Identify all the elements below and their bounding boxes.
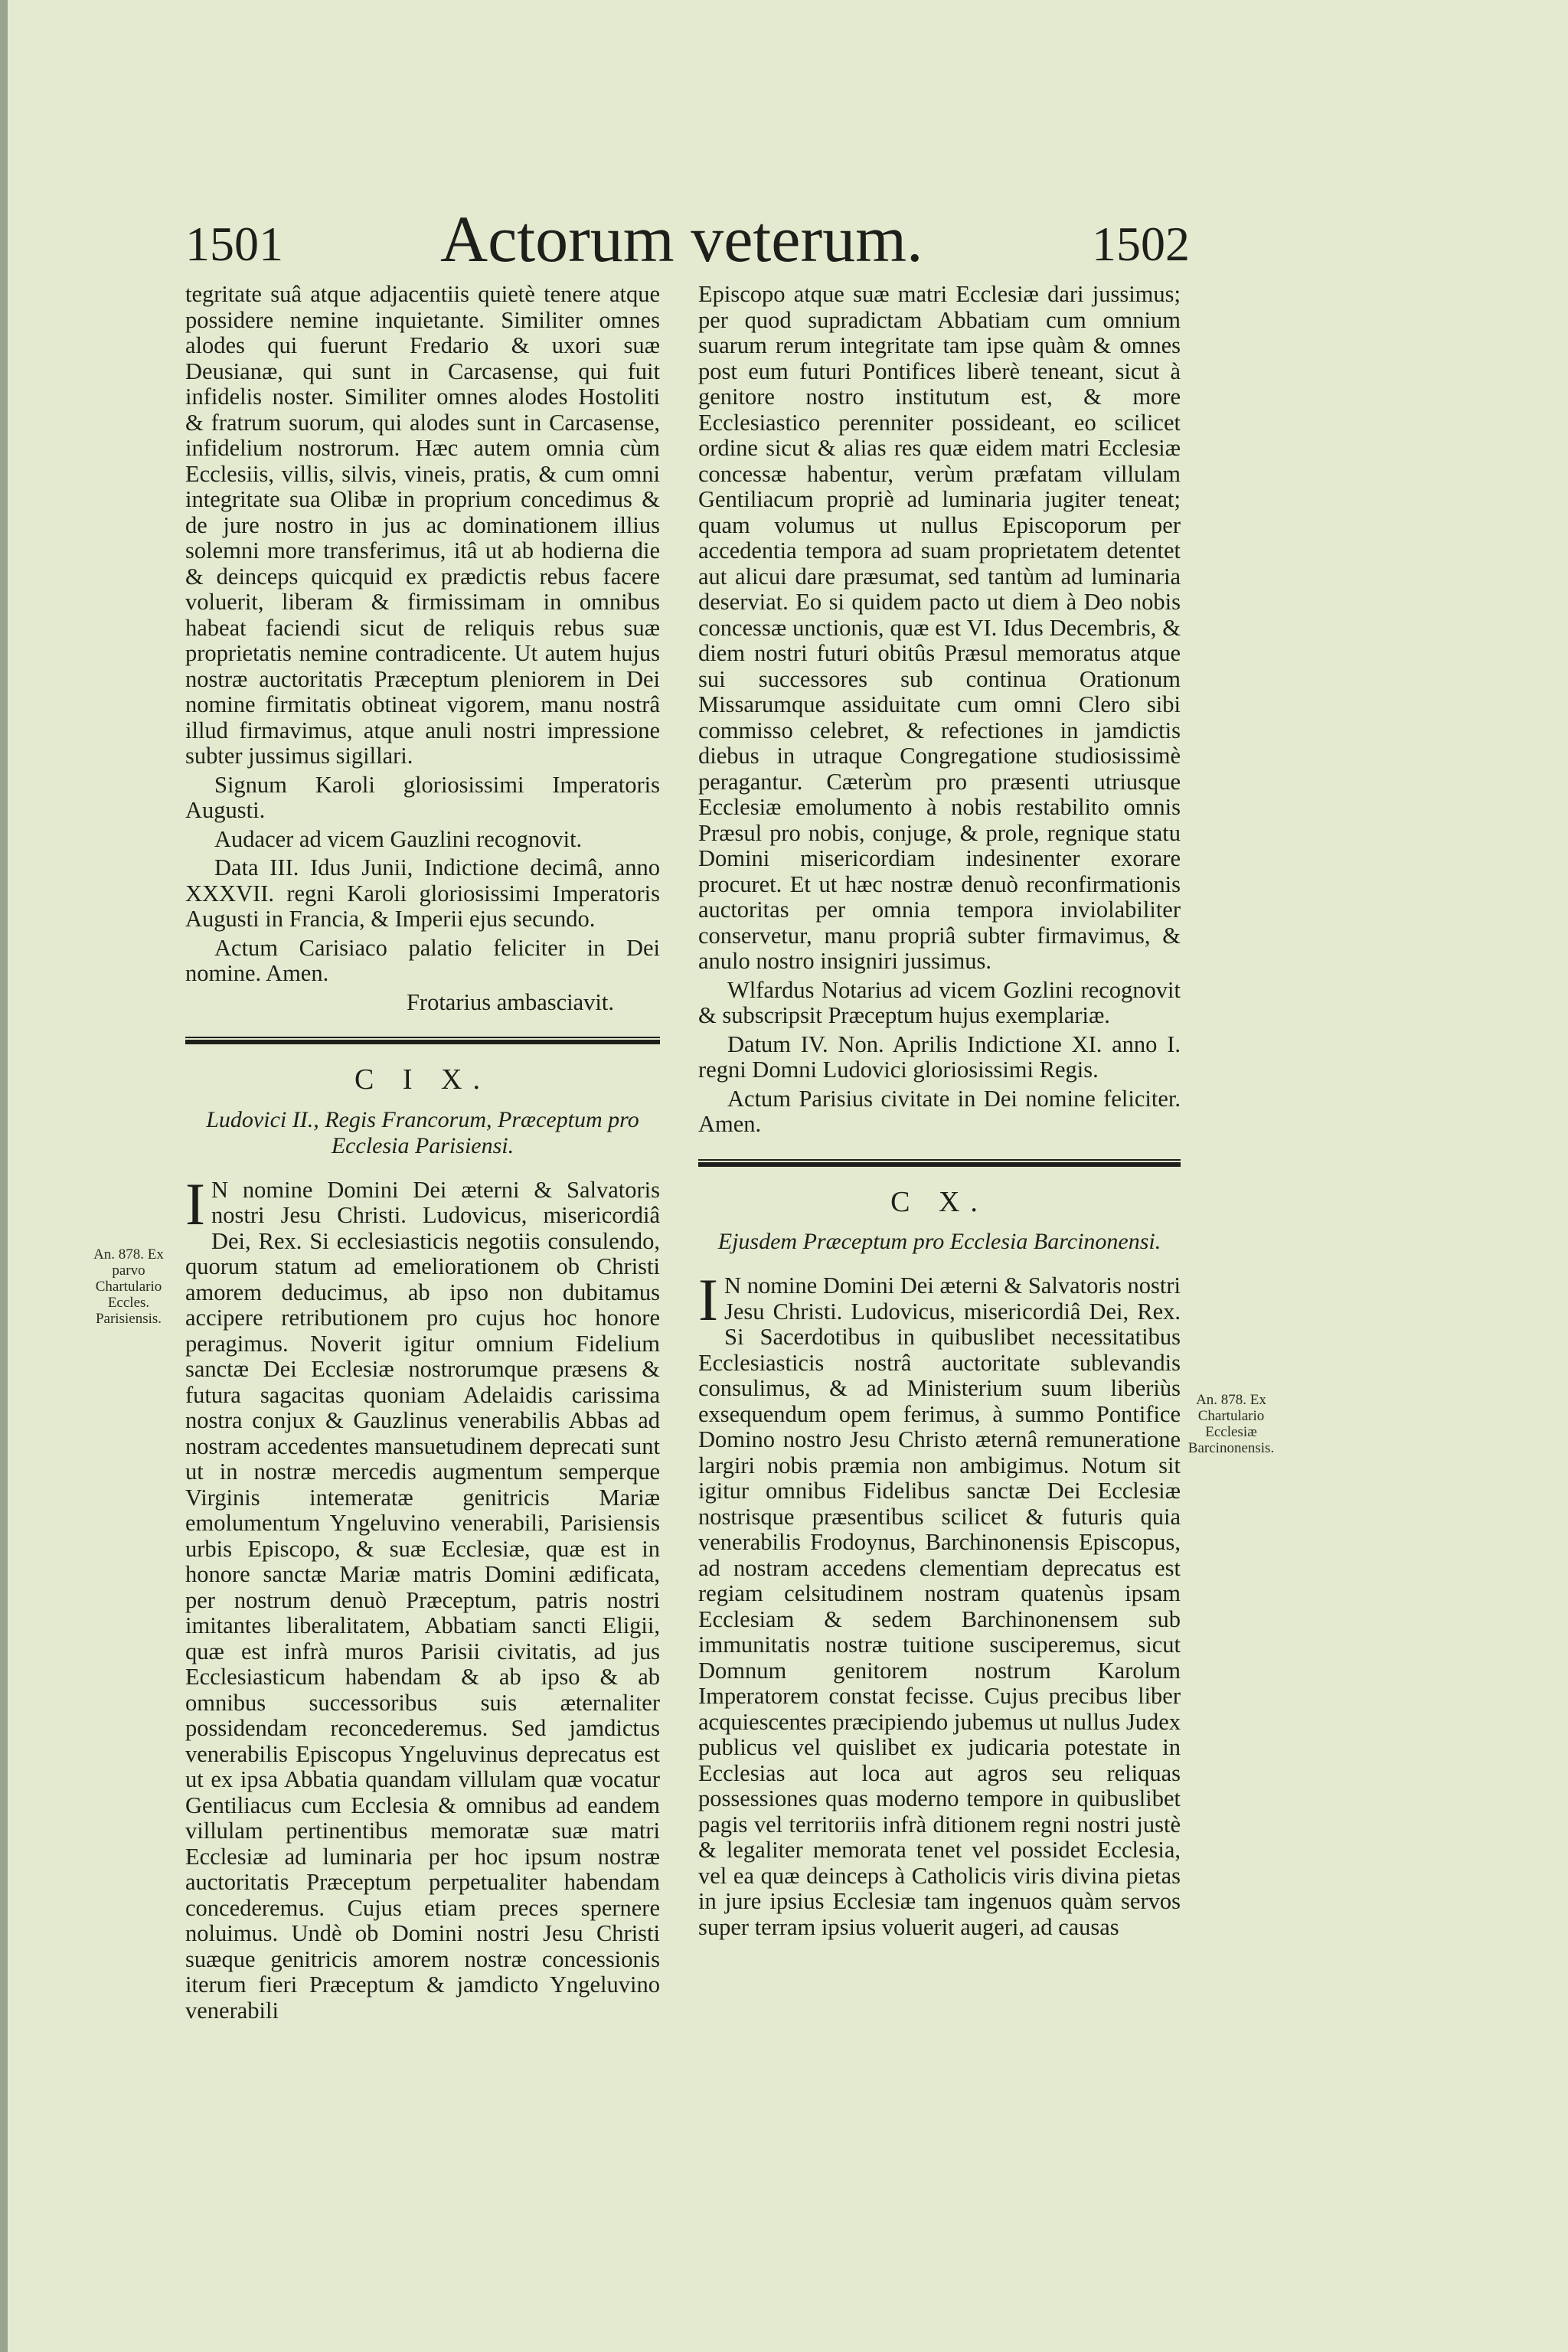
running-header: [0, 201, 1568, 285]
actum-line: Actum Parisius civitate in Dei nomine feliciter. Amen.: [698, 1085, 1181, 1137]
page-number-left: 1501: [185, 217, 283, 271]
margin-note-left: An. 878. Ex parvo Chartulario Eccles. Parisiensis.: [93, 1246, 164, 1327]
ambasciavit-line: Frotarius ambasciavit.: [406, 988, 614, 1015]
recognition-line: Audacer ad vicem Gauzlini recognovit.: [214, 825, 583, 852]
chapter-title: Ludovici II., Regis Francorum, Præceptum pro Ecclesia Parisiensi.: [206, 1106, 639, 1158]
section-separator: [698, 1159, 1181, 1170]
chapter-body: [185, 1170, 660, 2024]
page-number-right: 1502: [1092, 217, 1190, 271]
date-line: Data III. Idus Junii, Indictione decimâ, anno XXXVII. regni Karoli gloriosissimi Imperatoris Augusti in Francia, & Imperii ejus secundo.: [185, 854, 660, 932]
running-title: Actorum veterum.: [440, 202, 923, 276]
notary-line: Wlfardus Notarius ad vicem Gozlini recognovit & subscripsit Præceptum hujus exemplariæ.: [698, 976, 1181, 1028]
chapter-text: N nomine Domini Dei æterni & Salvatoris nostri Jesu Christi. Ludovicus, misericordiâ Dei, Rex. Si Sacerdotibus in quibuslibet necessitatibus Ecclesiasticis nostrâ auctoritate sublevandis consulimus, & ad Ministerium suum liberiùs exsequendum opem ferimus, à summo Pontifice Domino nostro Jesu Christo æternâ remuneratione largiri nobis præmia non ambigimus. Notum sit igitur omnibus Fidelibus sanctæ Dei Ecclesiæ nostrisque præsentibus scilicet & futuris quia venerabilis Frodoynus, Barchinonensis Episcopus, ad nostram accedens clementiam deprecatus est regiam celsitudinem nostram quatenùs ipsam Ecclesiam & sedem Barchinonensem sub immunitatis nostræ tuitione susciperemus, sicut Domnum genitorem nostrum Karolum Imperatorem constat fecisse. Cujus precibus liber acquiescentes præcipiendo jubemus ut nullus Judex publicus vel quislibet ex judicaria potestate in Ecclesias aut loca aut agros seu reliquas possessiones quas moderno tempore in quibuslibet pagis vel territoriis infrà ditionem regni nostri justè & legaliter memorata tenet vel possidet Ecclesia, vel ea quæ deinceps à Catholicis viris divina pietas in jure ipsius Ecclesiæ tam ingenuos quàm servos super terram ipsius voluerit augeri, ad causas: [698, 1272, 1181, 1940]
drop-cap: I: [185, 1170, 205, 1237]
chapter-body: [698, 1266, 1181, 1940]
paragraph: Episcopo atque suæ matri Ecclesiæ dari jussimus; per quod supradictam Abbatiam cum omnium suarum rerum integritate tam ipse quàm & omnes post eum futuri Pontifices liberè teneant, sicut à genitore nostro institutum est, & more Ecclesiastico perenniter possideant, eo scilicet ordine sicut & alias res quæ eidem matri Ecclesiæ concessæ habentur, verùm præfatam villulam Gentiliacum propriè ad luminaria jugiter teneat; quam volumus ut nullus Episcoporum per accedentia tempora ad suam proprietatem detentet aut alicui dare præsumat, sed tantùm ad luminaria deserviat. Eo si quidem pacto ut diem à Deo nobis concessæ unctionis, quæ est VI. Idus Decembris, & diem nostri futuri obitûs Præsul memoratus atque sui successores sub continua Orationum Missarumque assiduitate cum omni Clero sibi commisso celebret, & refectiones in jamdictis diebus in utraque Congregatione studiosissimè peragantur. Cæterùm pro præsenti utriusque Ecclesiæ emolumento à nobis restabilito omnis Præsul pro nobis, conjuge, & prole, regnique statu Domini misericordiam indesinenter exorare procuret. Et ut hæc nostræ denuò reconfirmationis auctoritas per omnia tempora inviolabiliter conservetur, manu propriâ subter firmavimus, & anulo nostro insigniri jussimus.: [698, 281, 1181, 974]
section-separator: [185, 1037, 660, 1047]
margin-note-right: An. 878. Ex Chartulario Ecclesiæ Barcinonensis.: [1187, 1392, 1275, 1456]
chapter-number: C X.: [890, 1185, 988, 1218]
chapter-number: C I X.: [354, 1063, 491, 1096]
signum-line: Signum Karoli gloriosissimi Imperatoris Augusti.: [185, 771, 660, 823]
right-column: [698, 282, 1181, 1940]
chapter-text: N nomine Domini Dei æterni & Salvatoris nostri Jesu Christi. Ludovicus, misericordiâ Dei, Rex. Si ecclesiasticis negotiis consulendo, quorum statum ad emeliorationem ob Christi amorem deducimus, ab ipso non dubitamus accipere retributionem pro cujus hoc honore peragimus. Noverit igitur omnium Fidelium sanctæ Dei Ecclesiæ nostrorumque præsens & futura sagacitas quoniam Adelaidis carissima nostra conjux & Gauzlinus venerabilis Abbas ad nostram accedentes mansuetudinem deprecati sunt ut in nostræ mercedis augmentum semperque Virginis intemeratæ genitricis Mariæ emolumentum Yngeluvino venerabili, Parisiensis urbis Episcopo, & suæ Ecclesiæ, quæ est in honore sanctæ Mariæ matris Domini ædificata, per nostrum denuò Præceptum, patris nostri imitantes liberalitatem, Abbatiam sancti Eligii, quæ est infrà muros Parisii civitatis, ad jus Ecclesiasticum habendam & ab ipso & ab omnibus successoribus suis æternaliter possidendam reconcederemus. Sed jamdictus venerabilis Episcopus Yngeluvinus deprecatus est ut ex ipsa Abbatia quandam villulam quæ vocatur Gentiliacus cum Ecclesia & omnibus ad eandem villulam pertinentibus memoratæ suæ matri Ecclesiæ ad luminaria per hoc ipsum nostræ auctoritatis Præceptum perpetualiter habendam concederemus. Cujus etiam preces spernere noluimus. Undè ob Domini nostri Jesu Christi suæque genitricis amorem nostræ concessionis iterum fieri Præceptum & jamdicto Yngeluvino venerabili: [185, 1176, 660, 2024]
date-line: Datum IV. Non. Aprilis Indictione XI. anno I. regni Domni Ludovici gloriosissimi Regis.: [698, 1031, 1181, 1083]
left-column: [185, 282, 660, 2024]
paragraph: tegritate suâ atque adjacentiis quietè tenere atque possidere nemine inquietante. Similiter omnes alodes qui fuerunt Fredario & uxori suæ Deusianæ, qui sunt in Carcasense, qui fuit infidelis noster. Similiter omnes alodes Hostoliti & fratrum suorum, qui alodes sunt in Carcasense, infidelium nostrorum. Hæc autem omnia cùm Ecclesiis, villis, silvis, vineis, pratis, & cum omni integritate sua Olibæ in proprium concedimus & de jure nostro in jus ac dominationem illius solemni more transferimus, itâ ut ab hodierna die & deinceps quicquid ex prædictis rebus facere voluerit, liberam & firmissimam in omnibus habeat faciendi sicut de reliquis rebus suæ proprietatis nemine contradicente. Ut autem hujus nostræ auctoritatis Præceptum pleniorem in Dei nomine firmitatis obtineat vigorem, manu nostrâ illud firmavimus, atque anuli nostri impressione subter jussimus sigillari.: [185, 281, 660, 769]
drop-cap: I: [698, 1266, 718, 1333]
chapter-title: Ejusdem Præceptum pro Ecclesia Barcinonensi.: [717, 1229, 1161, 1254]
actum-line: Actum Carisiaco palatio feliciter in Dei nomine. Amen.: [185, 934, 660, 986]
binding-gutter: [0, 0, 8, 2352]
